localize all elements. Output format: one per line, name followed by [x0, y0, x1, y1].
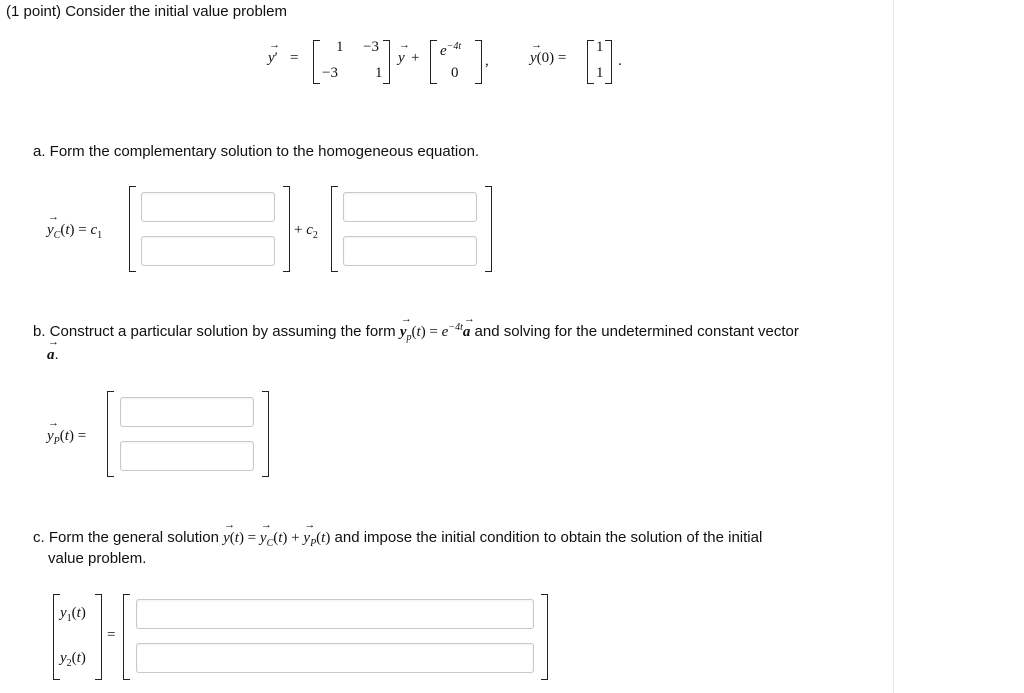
y-vector-symbol: → y′ — [268, 50, 278, 67]
matrix-a22: 1 — [375, 65, 383, 81]
yp-bottom-input[interactable] — [120, 441, 254, 471]
y-vector-symbol-2: → y — [398, 50, 405, 67]
equals-sign: = — [290, 50, 299, 66]
c1-vector-bottom-input[interactable] — [141, 236, 275, 266]
lhs-left-bracket — [53, 594, 60, 680]
part-c-equals: = — [107, 627, 116, 643]
yp-top-input[interactable] — [120, 397, 254, 427]
part-c-prompt-line2: value problem. — [48, 550, 147, 567]
vec2-right-bracket — [485, 186, 492, 272]
vec1-right-bracket — [283, 186, 290, 272]
ic-bottom: 1 — [596, 65, 604, 81]
matrix-a21: −3 — [322, 65, 338, 81]
part-c-prompt: c. Form the general solution → y(t) = → $y_C(t)$ + → $y_P(t)$ and impose the initial condition to obtain the solution of the initial — [33, 529, 762, 549]
y1-solution-input[interactable] — [136, 599, 534, 629]
part-a-prompt: a. Form the complementary solution to the homogeneous equation. — [33, 143, 480, 160]
y2-solution-input[interactable] — [136, 643, 534, 673]
right-margin — [893, 0, 1024, 693]
initial-condition-lhs: → y(0) = — [530, 50, 566, 67]
matrix-right-bracket — [383, 40, 390, 84]
c2-vector-top-input[interactable] — [343, 192, 477, 222]
y2-label: $y_2(t)$ — [60, 650, 86, 669]
yc-label: → $y_C(t) = c_1$ — [47, 222, 102, 241]
yp-left-bracket — [107, 391, 114, 477]
matrix-a11: 1 — [336, 39, 344, 55]
yp-right-bracket — [262, 391, 269, 477]
plus-c2-label: + $c_2$ — [294, 222, 318, 241]
vec2-left-bracket — [331, 186, 338, 272]
ic-right-bracket — [605, 40, 612, 84]
part-b-prompt: b. Construct a particular solution by assuming the form → $y_p(t) = e^{-4t}\to a$ and solving for the undetermined constant vector — [33, 322, 799, 343]
period: . — [618, 53, 622, 69]
plus-sign: + — [411, 50, 420, 66]
rhs-right-bracket — [541, 594, 548, 680]
problem-header: (1 point) Consider the initial value problem — [6, 3, 287, 20]
yp-label: → $y_P(t)$ = — [47, 428, 86, 447]
c1-vector-top-input[interactable] — [141, 192, 275, 222]
comma: , — [485, 53, 489, 69]
lhs-right-bracket — [95, 594, 102, 680]
matrix-left-bracket — [313, 40, 320, 84]
c2-vector-bottom-input[interactable] — [343, 236, 477, 266]
rhs-left-bracket — [123, 594, 130, 680]
matrix-a12: −3 — [363, 39, 379, 55]
forcing-bottom: 0 — [451, 65, 459, 81]
vec1-left-bracket — [129, 186, 136, 272]
ic-left-bracket — [587, 40, 594, 84]
forcing-right-bracket — [475, 40, 482, 84]
forcing-top: $e^{-4t}$ — [440, 41, 462, 59]
ic-top: 1 — [596, 39, 604, 55]
forcing-left-bracket — [430, 40, 437, 84]
part-b-prompt-vector: → a. — [47, 346, 59, 364]
y1-label: $y_1(t)$ — [60, 605, 86, 624]
